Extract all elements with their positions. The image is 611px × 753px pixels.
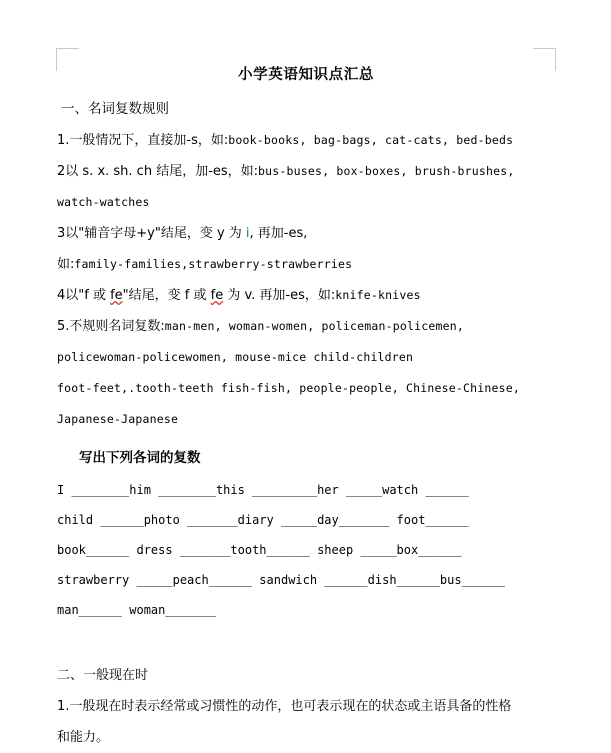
rule-2-examples: bus-buses, box-boxes, brush-brushes, <box>258 164 515 178</box>
rule-5-examples-line-2: policewoman-policewomen, mouse-mice child-children <box>57 350 414 364</box>
rule-4-misspelled-word-2: fe <box>210 288 224 303</box>
rule-item-5-line-4 <box>57 404 555 435</box>
rule-3-text-a: 3以"辅音字母+y"结尾，变 y 为 <box>57 226 246 241</box>
rule-item-5-line-2 <box>57 342 555 373</box>
section-two-point-1: 1.一般现在时表示经常或习惯性的动作，也可表示现在的状态或主语具备的性格 <box>57 699 512 714</box>
rule-item-2 <box>57 156 555 187</box>
rule-5-text: 5.不规则名词复数: <box>57 319 165 334</box>
rule-item-3-examples-line <box>57 249 555 280</box>
exercise-line-1: I ________him ________this _________her _____watch ______ <box>57 483 469 497</box>
rule-3-accent-letter: i <box>245 226 250 241</box>
rule-5-examples-line-4: Japanese-Japanese <box>57 412 179 426</box>
exercise-line-2: child ______photo _______diary _____day_______ foot______ <box>57 513 469 527</box>
rule-3-examples-label: 如: <box>57 257 75 272</box>
exercise-line-4: strawberry _____peach______ sandwich ______dish______bus______ <box>57 573 505 587</box>
rule-4-examples: knife-knives <box>335 288 421 302</box>
rule-3-text-b: , 再加-es, <box>249 226 308 241</box>
section-heading-two: 二、一般现在时 <box>57 668 149 683</box>
exercise-line-5: man______ woman_______ <box>57 603 216 617</box>
rule-4-text-a: 4以"f 或 <box>57 288 111 303</box>
rule-1-text: 1.一般情况下，直接加-s，如: <box>57 133 229 148</box>
rule-1-examples: book-books, bag-bags, cat-cats, bed-beds <box>228 133 514 147</box>
rule-item-4 <box>57 280 555 311</box>
section-two-point-1-cont: 和能力。 <box>57 730 110 745</box>
rule-4-text-c: 为 v. 再加-es，如: <box>223 288 336 303</box>
rule-2-examples-cont: watch-watches <box>57 195 150 209</box>
exercise-heading: 写出下列各词的复数 <box>79 450 201 466</box>
rule-item-5 <box>57 311 555 342</box>
rule-4-misspelled-word-1: fe <box>110 288 123 303</box>
rule-4-text-b: "结尾，变 f 或 <box>122 288 211 303</box>
rule-item-3 <box>57 218 555 249</box>
page-title: 小学英语知识点汇总 <box>238 67 374 83</box>
exercise-line-3: book______ dress _______tooth______ sheep _____box______ <box>57 543 462 557</box>
section-spacer <box>57 625 555 661</box>
rule-item-5-line-3 <box>57 373 555 404</box>
rule-5-examples-line-1: man-men, woman-women, policeman-policemen, <box>164 319 464 333</box>
document-body <box>57 62 555 753</box>
rule-3-examples: family-families,strawberry-strawberries <box>74 257 353 271</box>
rule-5-examples-line-3: foot-feet,.tooth-teeth fish-fish, people-people, Chinese-Chinese, <box>57 381 521 395</box>
section-heading-one: 一、名词复数规则 <box>61 101 169 117</box>
rule-item-1 <box>57 125 555 156</box>
rule-2-text: 2以 s. x. sh. ch 结尾，加-es，如: <box>57 164 259 179</box>
rule-item-2-cont <box>57 187 555 218</box>
